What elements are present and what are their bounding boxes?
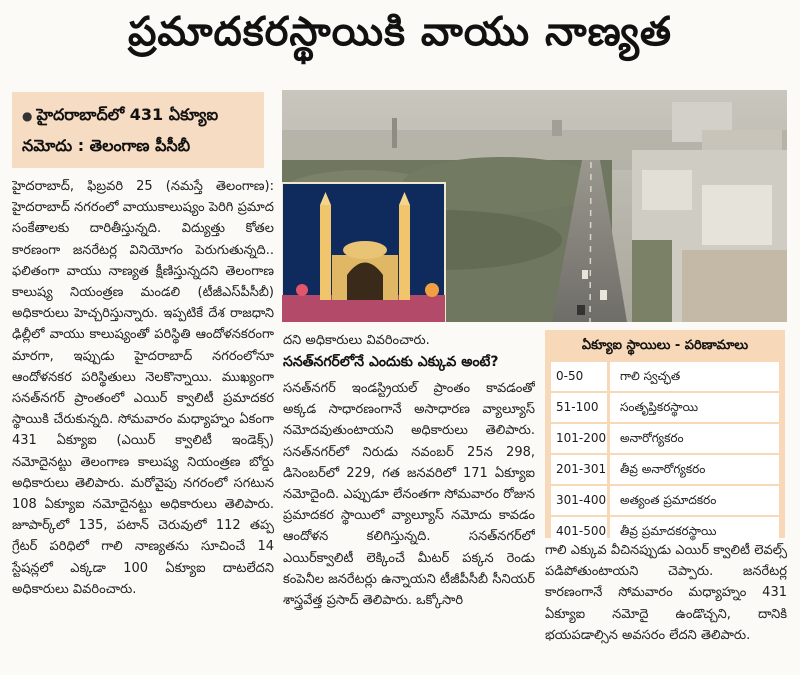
aqi-range: 101-200 (551, 424, 607, 453)
aqi-condition: తీవ్ర ప్రమాదకరస్థాయి (610, 517, 779, 546)
aqi-levels-table (545, 330, 785, 538)
aqi-condition: గాలి స్వచ్ఛత (610, 362, 779, 391)
subheadline-line-1 (22, 100, 254, 131)
aqi-range: 201-301 (551, 455, 607, 484)
city-photo-illustration (282, 90, 787, 322)
aqi-row (551, 455, 779, 484)
aqi-table-title: ఏక్యూఐ స్థాయిలు - పరిణామాలు (581, 338, 749, 353)
aqi-condition: అత్యంత ప్రమాదకరం (610, 486, 779, 515)
article-paragraph-2-tail: దని అధికారులు వివరించారు. (283, 333, 430, 348)
aqi-range: 301-400 (551, 486, 607, 515)
subheadline-line-2: నమోదు : తెలంగాణ పీసీబీ (22, 136, 191, 155)
article-paragraph-1: హైదరాబాద్, ఫిబ్రవరి 25 (నమస్తే తెలంగాణ): హైదరాబాద్ నగరంలో వాయుకాలుష్యం పెరిగి ప్రమాద సంకేతాలకు దారితీస్తున్నది. విద్యుత్తు కోతల కారణంగా జనరేటర్ల వినియోగం పెరుగుతున్నది.. ఫలితంగా వాయు నాణ్యత క్షీణిస్తున్నదని తెలంగాణ కాలుష్య నియంత్రణ మండలి (టీజీఎస్‌పీసీబీ) అధికారులు హెచ్చరిస్తున్నారు. ఇప్పటికే దేశ రాజధాని ఢిల్లీలో వాయు కాలుష్యంతో పరిస్థితి ఆందోళనకరంగా మారగా, ఇప్పుడు హైదరాబాద్ నగరంలోనూ ఆందోళనకర పరిస్థితులు నెలకొన్నాయి. ముఖ్యంగా సనత్‌నగర్ ప్రాంతంలో ఎయిర్ క్వాలిటీ ప్రమాదకర స్థాయికి చేరుకున్నది. సోమవారం మధ్యాహ్నం ఏకంగా 431 ఏక్యూఐ (ఎయిర్ క్వాలిటీ ఇండెక్స్) నమోదైనట్టు తెలంగాణ కాలుష్య నియంత్రణ బోర్డు అధికారులు తెలిపారు. మరోవైపు నగరంలో సగటున 108 ఏక్యూఐ నమోదైనట్టు అధికారులు తెలిపారు. జూపార్క్‌లో 135, పటాన్ చెరువులో 112 తప్ప గ్రేటర్ పరిధిలో గాలి నాణ్యతను సూచించే 14 స్టేషన్లలో ఎక్కడా 100 ఏక్యూఐ దాటలేదని అధికారులు వివరించారు. (12, 179, 274, 597)
article-paragraph-4: గాలి ఎక్కువ వీచినప్పుడు ఎయిర్ క్వాలిటీ లెవల్స్ పడిపోతుంటాయని చెప్పారు. జనరేటర్ల కారణంగానే సోమవారం మధ్యాహ్నం 431 ఏక్యూఐ నమోదై ఉండొచ్చని, దానికి భయపడాల్సిన అవసరం లేదని తెలిపారు. (545, 543, 787, 643)
subheadline-text-1: హైదరాబాద్‌లో 431 ఏక్యూఐ (36, 105, 219, 124)
hazy-city-photo (282, 90, 787, 322)
aqi-condition: తీవ్ర అనారోగ్యకరం (610, 455, 779, 484)
aqi-range: 401-500 (551, 517, 607, 546)
subheadline-box (12, 92, 264, 168)
headline: ప్రమాదకరస్థాయికి వాయు నాణ్యత (127, 9, 673, 55)
article-column-2 (283, 378, 535, 664)
aqi-condition: సంతృప్తికరస్థాయి (610, 393, 779, 422)
article-column-3 (545, 540, 787, 664)
article-column-2-top (283, 330, 535, 354)
aqi-row (551, 393, 779, 422)
aqi-range: 51-100 (551, 393, 607, 422)
aqi-condition: అనారోగ్యకరం (610, 424, 779, 453)
aqi-row (551, 424, 779, 453)
aqi-row (551, 362, 779, 391)
aqi-row (551, 486, 779, 515)
section-heading: సనత్‌నగర్‌లోనే ఎందుకు ఎక్కువ అంటే? (283, 354, 499, 370)
bullet-icon: ● (22, 109, 33, 123)
aqi-range: 0-50 (551, 362, 607, 391)
article-paragraph-3: సనత్‌నగర్ ఇండస్ట్రియల్ ప్రాంతం కావడంతో అక్కడ సాధారణంగానే అసాధారణ వ్యాల్యూస్ నమోదవుతుంటాయని అధికారులు తెలిపారు. సనత్‌నగర్‌లో నిరుడు నవంబర్ 25న 298, డిసెంబర్‌లో 229, గత జనవరిలో 171 ఏక్యూఐ నమోదైంది. ఎప్పుడూ లేనంతగా సోమవారం రోజున ప్రమాదకర స్థాయిలో వ్యాల్యూస్ నమోదు కావడం ఆందోళన కలిగిస్తున్నది. సనత్‌నగర్‌లో ఎయిర్‌క్వాలిటీ లెక్కించే మీటర్ పక్కన రెండు కంపెనీల జనరేటర్లు ఉన్నాయని టీజీపీసీబీ సీనియర్ శాస్త్రవేత్త ప్రసాద్ తెలిపారు. ఒక్కోసారి (283, 381, 535, 609)
article-column-1 (12, 176, 274, 664)
